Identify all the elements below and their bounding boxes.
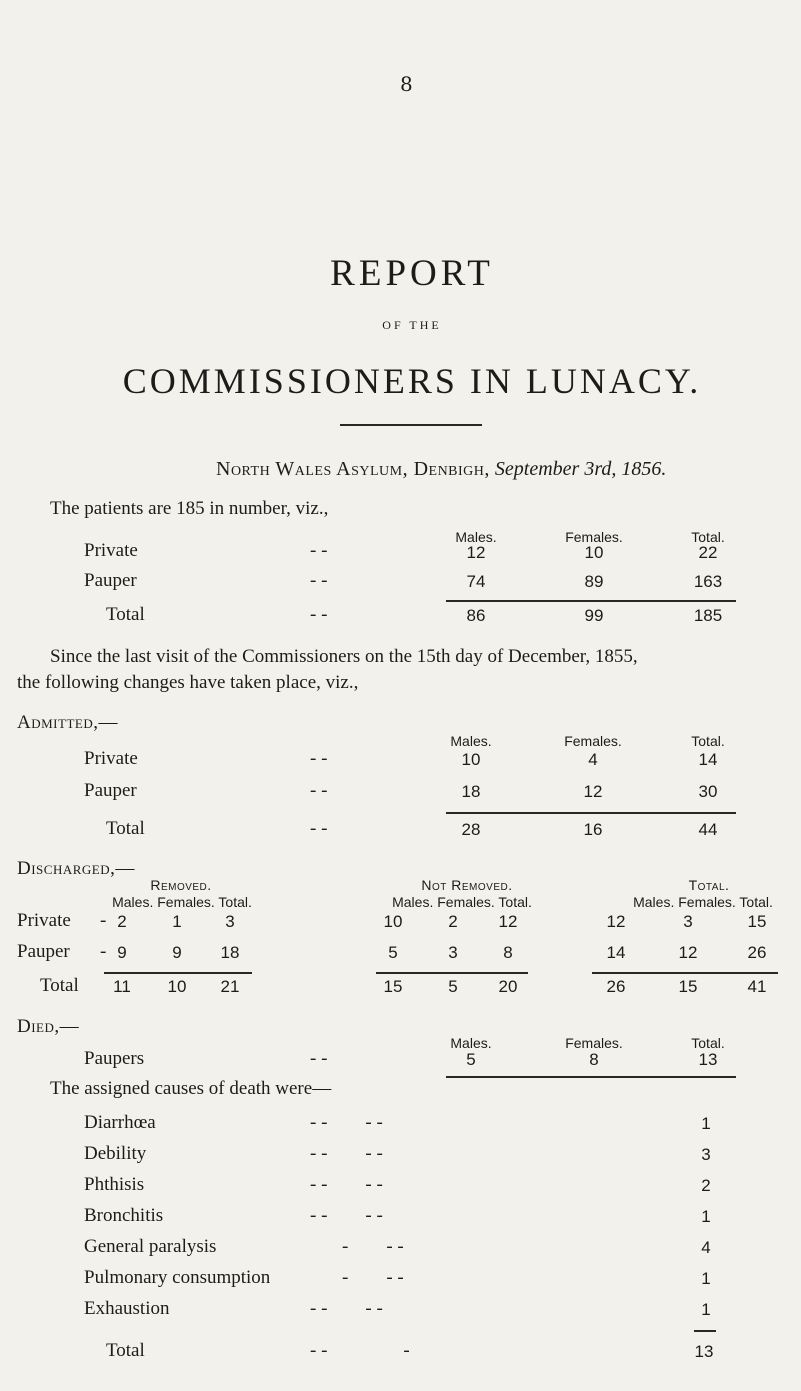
census-row-dash: - - <box>310 604 328 625</box>
cause-label: Debility <box>84 1143 147 1164</box>
discharged-subheader-total: Males. Females. Total. <box>633 894 773 910</box>
discharged-value: 9 <box>117 943 127 962</box>
cause-dashes: - - - - <box>310 1298 383 1319</box>
discharged-value: 9 <box>172 943 182 962</box>
admitted-row-label: Total <box>106 818 145 839</box>
page-number: 8 <box>400 72 413 96</box>
census-header-females: Females. <box>565 529 623 545</box>
died-row-dash: - - <box>310 1048 328 1069</box>
dateline-place: North Wales Asylum, Denbigh, <box>216 458 490 480</box>
admitted-value: 16 <box>583 820 603 839</box>
discharged-value: 2 <box>448 912 458 931</box>
admitted-heading: Admitted,— <box>17 712 118 733</box>
discharged-value: 3 <box>448 943 458 962</box>
census-value: 10 <box>584 543 604 562</box>
census-header-total: Total. <box>691 529 725 545</box>
admitted-value: 44 <box>698 820 718 839</box>
admitted-header-total: Total. <box>691 733 725 749</box>
cause-label: Bronchitis <box>84 1205 164 1226</box>
admitted-value: 30 <box>698 782 718 801</box>
discharged-value: 20 <box>498 977 518 996</box>
admitted-value: 4 <box>588 750 598 769</box>
discharged-value: 10 <box>167 977 187 996</box>
discharged-subheader-not-removed: Males. Females. Total. <box>392 894 532 910</box>
cause-label: General paralysis <box>84 1236 217 1257</box>
died-header-females: Females. <box>565 1035 623 1051</box>
cause-value: 1 <box>701 1207 711 1226</box>
discharged-value: 11 <box>113 977 131 996</box>
died-heading: Died,— <box>17 1016 80 1037</box>
census-total-rule <box>446 600 736 602</box>
cause-value: 4 <box>701 1238 711 1257</box>
admitted-value: 14 <box>698 750 718 769</box>
discharged-group-removed: Removed. <box>150 877 212 893</box>
cause-value: 2 <box>701 1176 711 1195</box>
discharged-subheader-removed: Males. Females. Total. <box>112 894 252 910</box>
admitted-value: 28 <box>461 820 481 839</box>
died-value: 13 <box>698 1050 718 1069</box>
died-header-males: Males. <box>450 1035 492 1051</box>
cause-label: Exhaustion <box>84 1298 170 1319</box>
admitted-row-label: Private <box>84 748 138 769</box>
admitted-value: 10 <box>461 750 481 769</box>
discharged-value: 12 <box>678 943 698 962</box>
died-row-label: Paupers <box>84 1048 145 1069</box>
census-row-label: Total <box>106 604 145 625</box>
discharged-row-dash: - <box>100 910 107 931</box>
admitted-value: 18 <box>461 782 481 801</box>
discharged-value: 18 <box>220 943 240 962</box>
admitted-row-dash: - - <box>310 748 328 769</box>
discharged-group-total: Total. <box>688 877 730 893</box>
discharged-row-dash: - <box>100 941 107 962</box>
discharged-value: 2 <box>117 912 127 931</box>
cause-dashes: - - - <box>342 1236 404 1257</box>
census-row-dash: - - <box>310 540 328 561</box>
admitted-header-females: Females. <box>564 733 622 749</box>
discharged-value: 1 <box>172 912 182 931</box>
discharged-heading: Discharged,— <box>17 858 135 879</box>
census-row-dash: - - <box>310 570 328 591</box>
discharged-value: 21 <box>220 977 240 996</box>
cause-value: 1 <box>701 1300 711 1319</box>
census-value: 99 <box>584 606 604 625</box>
discharged-row-label: Pauper <box>17 941 70 962</box>
discharged-not-removed-rule <box>376 972 528 974</box>
census-value: 185 <box>693 606 723 625</box>
census-value: 86 <box>466 606 486 625</box>
discharged-value: 12 <box>606 912 626 931</box>
census-value: 74 <box>466 572 486 591</box>
discharged-value: 3 <box>683 912 693 931</box>
cause-value: 1 <box>701 1269 711 1288</box>
title-rule <box>340 424 482 426</box>
discharged-value: 15 <box>678 977 698 996</box>
census-intro: The patients are 185 in number, viz., <box>50 498 329 519</box>
cause-value: 3 <box>701 1145 711 1164</box>
cause-dashes: - - - - <box>310 1174 383 1195</box>
dateline-date: September 3rd, 1856. <box>494 458 667 480</box>
census-value: 22 <box>698 543 718 562</box>
discharged-value: 10 <box>383 912 403 931</box>
census-row-label: Pauper <box>84 570 137 591</box>
report-title: REPORT <box>330 253 494 294</box>
admitted-header-males: Males. <box>450 733 492 749</box>
census-row-label: Private <box>84 540 138 561</box>
discharged-row-label: Private <box>17 910 71 931</box>
discharged-value: 8 <box>503 943 513 962</box>
census-value: 12 <box>466 543 486 562</box>
discharged-value: 15 <box>383 977 403 996</box>
causes-total-label: Total <box>106 1340 145 1361</box>
of-the-line: OF THE <box>382 318 442 332</box>
report-subtitle: COMMISSIONERS IN LUNACY. <box>122 361 702 401</box>
discharged-value: 15 <box>747 912 767 931</box>
discharged-group-not-removed: Not Removed. <box>421 877 513 893</box>
census-header-males: Males. <box>455 529 497 545</box>
discharged-value: 26 <box>606 977 626 996</box>
causes-total-value: 13 <box>694 1342 714 1361</box>
changes-intro-line1: Since the last visit of the Commissioners on the 15th day of December, 1855, <box>50 646 638 667</box>
dateline <box>216 458 666 481</box>
admitted-row-dash: - - <box>310 780 328 801</box>
discharged-value: 26 <box>747 943 767 962</box>
admitted-value: 12 <box>583 782 603 801</box>
admitted-total-rule <box>446 812 736 814</box>
died-rule <box>446 1076 736 1078</box>
admitted-row-label: Pauper <box>84 780 137 801</box>
census-value: 163 <box>693 572 723 591</box>
died-header-total: Total. <box>691 1035 725 1051</box>
changes-intro-line2: the following changes have taken place, viz., <box>17 672 359 693</box>
cause-dashes: - - - - <box>310 1143 383 1164</box>
cause-dashes: - - - - <box>310 1205 383 1226</box>
causes-total-rule <box>694 1330 716 1332</box>
discharged-row-label: Total <box>40 975 79 996</box>
causes-total-dashes: - - - <box>310 1340 410 1361</box>
cause-label: Phthisis <box>84 1174 145 1195</box>
admitted-row-dash: - - <box>310 818 328 839</box>
discharged-value: 3 <box>225 912 235 931</box>
discharged-value: 5 <box>388 943 398 962</box>
causes-intro: The assigned causes of death were— <box>50 1078 332 1099</box>
cause-value: 1 <box>701 1114 711 1133</box>
died-value: 8 <box>589 1050 599 1069</box>
census-value: 89 <box>584 572 604 591</box>
discharged-value: 5 <box>448 977 458 996</box>
cause-dashes: - - - <box>342 1267 404 1288</box>
discharged-removed-rule <box>104 972 252 974</box>
discharged-value: 14 <box>606 943 626 962</box>
cause-label: Pulmonary consumption <box>84 1267 271 1288</box>
discharged-total-rule <box>592 972 778 974</box>
cause-dashes: - - - - <box>310 1112 383 1133</box>
discharged-value: 12 <box>498 912 518 931</box>
cause-label: Diarrhœa <box>84 1112 156 1133</box>
discharged-value: 41 <box>747 977 767 996</box>
died-value: 5 <box>466 1050 476 1069</box>
